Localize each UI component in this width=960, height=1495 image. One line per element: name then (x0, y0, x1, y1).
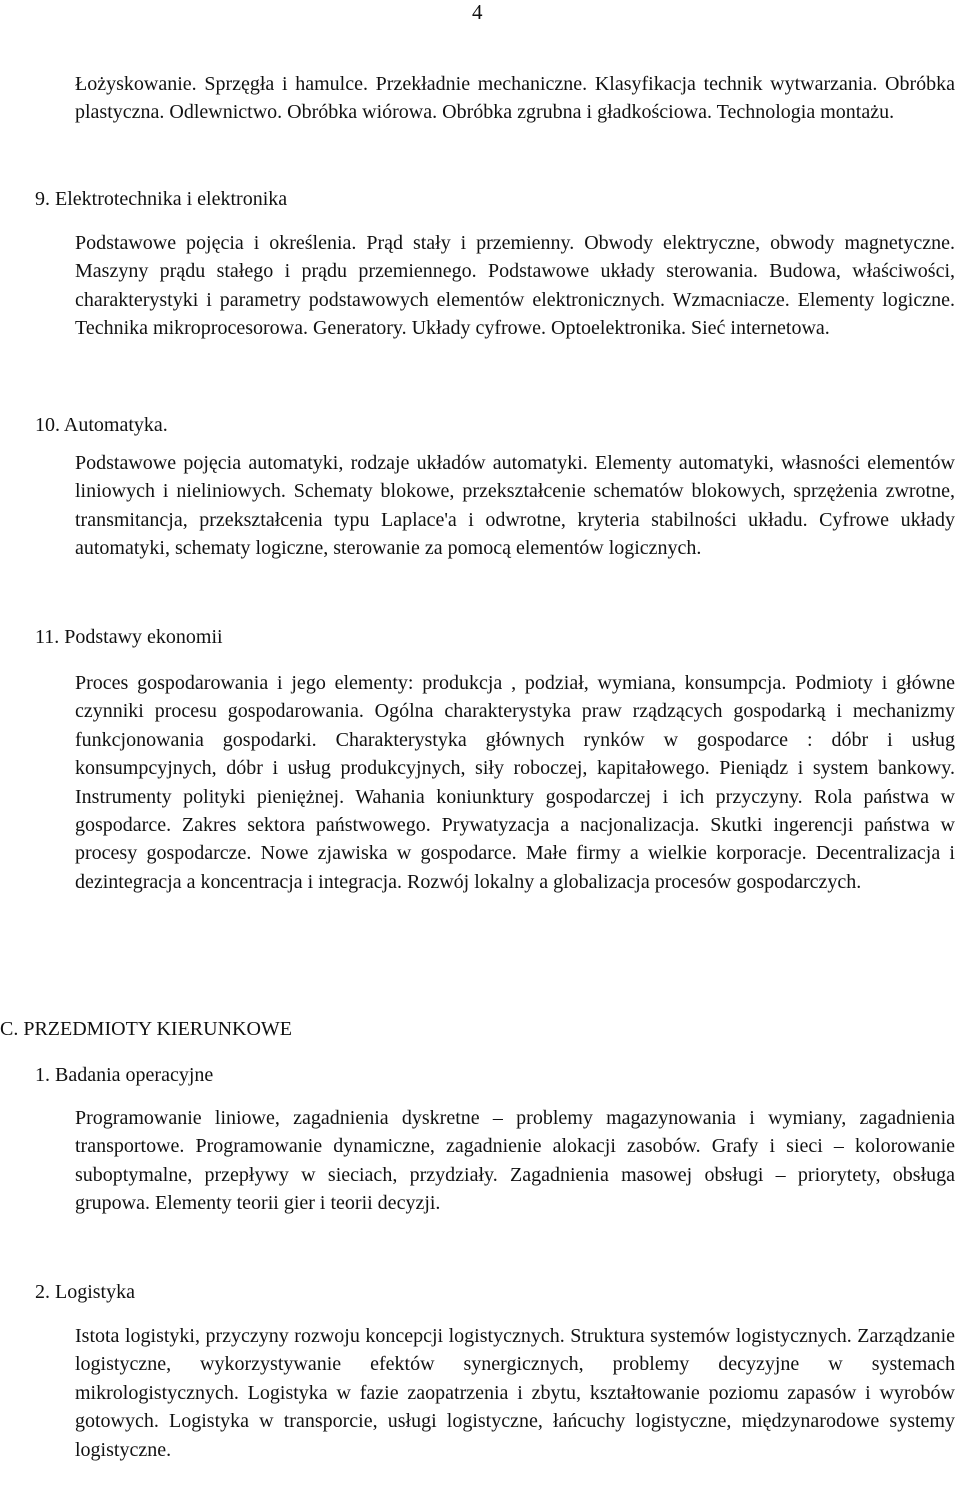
page-number: 4 (472, 0, 483, 24)
section-10-heading: 10. Automatyka. (35, 414, 168, 436)
section-9-body: Podstawowe pojęcia i określenia. Prąd stały i przemienny. Obwody elektryczne, obwody magnetyczne. Maszyny prądu stałego i prądu przemiennego. Podstawowe układy sterowania. Budowa, właściwości, charakterystyki i parametry podstawowych elementów elektronicznych. Wzmacniacze. Elementy logiczne. Technika mikroprocesorowa. Generatory. Układy cyfrowe. Optoelektronika. Sieć internetowa. (75, 232, 955, 340)
section-c-heading: C. PRZEDMIOTY KIERUNKOWE (0, 1018, 293, 1040)
subsection-1-heading: 1. Badania operacyjne (35, 1064, 214, 1086)
section-10-body: Podstawowe pojęcia automatyki, rodzaje układów automatyki. Elementy automatyki, własności elementów liniowych i nieliniowych. Schematy blokowe, przekształcenie schematów blokowych, sprzężenia zwrotne, transmitancja, przekształcenia typu Laplace'a i odwrotne, kryteria stabilności układu. Cyfrowe układy automatyki, schematy logiczne, sterowanie za pomocą elementów logicznych. (75, 452, 955, 560)
section-11-heading: 11. Podstawy ekonomii (35, 626, 223, 648)
section-9-heading: 9. Elektrotechnika i elektronika (35, 188, 288, 210)
subsection-2-body: Istota logistyki, przyczyny rozwoju koncepcji logistycznych. Struktura systemów logistycznych. Zarządzanie logistyczne, wykorzystywanie efektów synergicznych, problemy decyzyjne w systemach mikrologistycznych. Logistyka w fazie zaopatrzenia i zbytu, kształtowanie poziomu zapasów i wyrobów gotowych. Logistyka w transporcie, usługi logistyczne, łańcuchy logistyczne, międzynarodowe systemy logistyczne. (75, 1325, 955, 1461)
intro-paragraph: Łożyskowanie. Sprzęgła i hamulce. Przekładnie mechaniczne. Klasyfikacja technik wytwarzania. Obróbka plastyczna. Odlewnictwo. Obróbka wiórowa. Obróbka zgrubna i gładkościowa. Technologia montażu. (75, 73, 955, 124)
section-11-body: Proces gospodarowania i jego elementy: produkcja , podział, wymiana, konsumpcja. Podmioty i główne czynniki procesu gospodarowania. Ogólna charakterystyka praw rządzących gospodarką i mechanizmy funkcjonowania gospodarki. Charakterystyka głównych rynków w gospodarce : dóbr i usług konsumpcyjnych, dóbr i usług produkcyjnych, siły roboczej, kapitałowego. Pieniądz i system bankowy. Instrumenty polityki pieniężnej. Wahania koniunktury gospodarczej i ich przyczyny. Rola państwa w gospodarce. Zakres sektora państwowego. Prywatyzacja a nacjonalizacja. Skutki ingerencji państwa w procesy gospodarcze. Nowe zjawiska w gospodarce. Małe firmy a wielkie korporacje. Decentralizacja i dezintegracja a koncentracja i integracja. Rozwój lokalny a globalizacja procesów gospodarczych. (75, 672, 955, 893)
subsection-2-heading: 2. Logistyka (35, 1281, 135, 1303)
subsection-1-body: Programowanie liniowe, zagadnienia dyskretne – problemy magazynowania i wymiany, zagadnienia transportowe. Programowanie dynamiczne, zagadnienie alokacji zasobów. Grafy i sieci – kolorowanie suboptymalne, przepływy w sieciach, przydziały. Zagadnienia masowej obsługi – priorytety, obsługa grupowa. Elementy teorii gier i teorii decyzji. (75, 1107, 955, 1215)
